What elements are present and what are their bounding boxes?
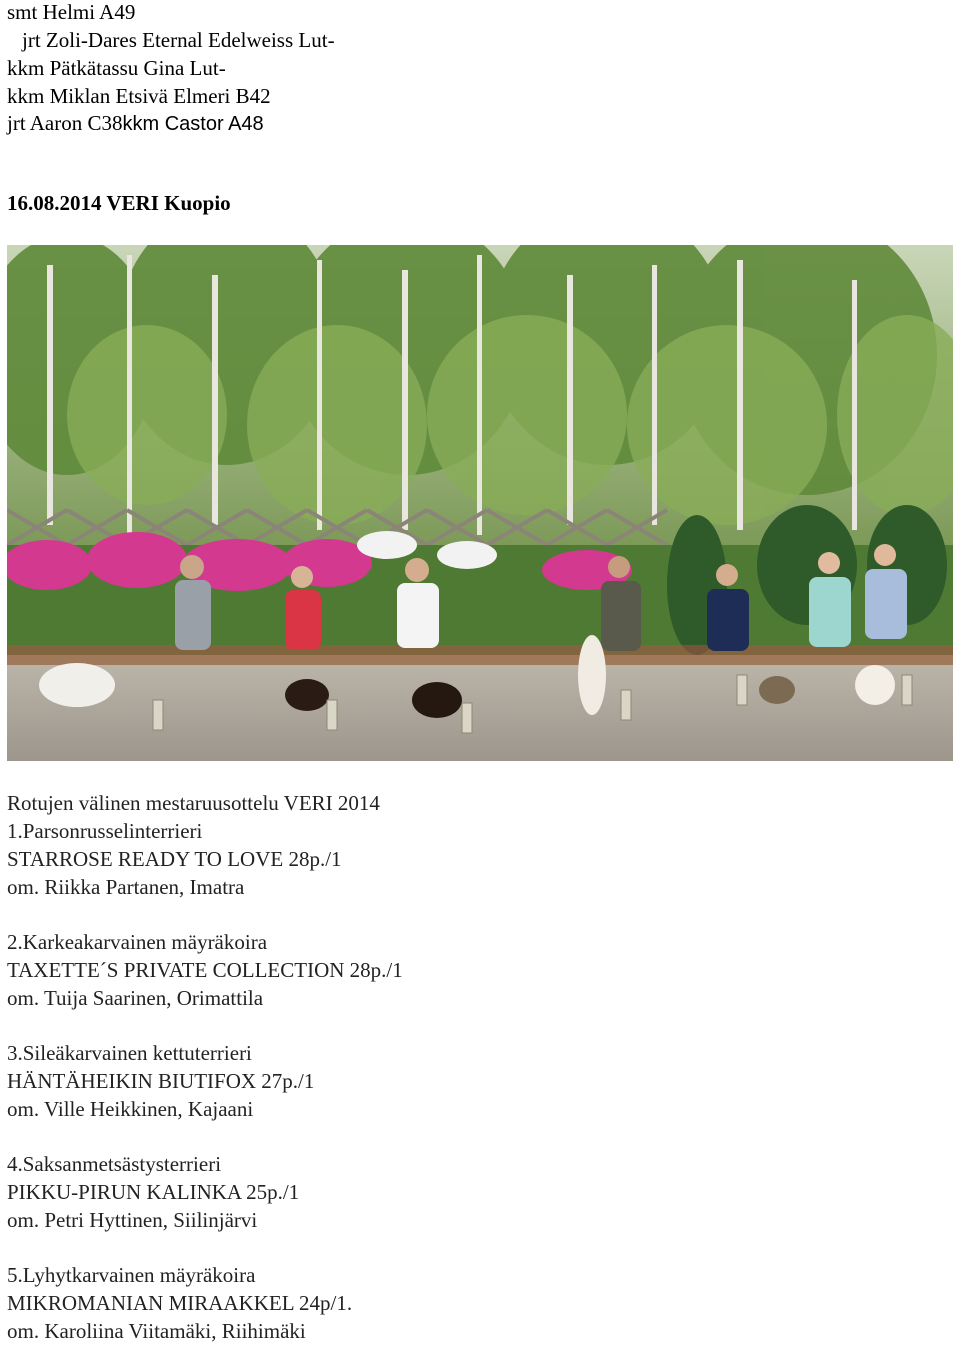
result-5-dog: MIKROMANIAN MIRAAKKEL 24p/1. xyxy=(7,1291,353,1315)
result-5-breed: 5.Lyhytkarvainen mäyräkoira xyxy=(7,1263,256,1287)
header-line-2: jrt Zoli-Dares Eternal Edelweiss Lut- xyxy=(22,28,335,52)
result-2-breed: 2.Karkeakarvainen mäyräkoira xyxy=(7,930,268,954)
results-heading: Rotujen välinen mestaruusottelu VERI 2014 xyxy=(7,791,380,815)
header-line-1: smt Helmi A49 xyxy=(7,0,136,24)
result-3-owner: om. Ville Heikkinen, Kajaani xyxy=(7,1097,254,1121)
group-photo-illustration xyxy=(7,245,953,761)
header-line-3: kkm Pätkätassu Gina Lut- xyxy=(7,56,226,80)
result-4-dog: PIKKU-PIRUN KALINKA 25p./1 xyxy=(7,1180,300,1204)
header-line-5b: kkm Castor A48 xyxy=(122,113,264,135)
result-1-breed: 1.Parsonrusselinterrieri xyxy=(7,819,203,843)
header-line-4: kkm Miklan Etsivä Elmeri B42 xyxy=(7,84,271,108)
result-1-dog: STARROSE READY TO LOVE 28p./1 xyxy=(7,847,342,871)
result-4-breed: 4.Saksanmetsästysterrieri xyxy=(7,1152,222,1176)
event-title: 16.08.2014 VERI Kuopio xyxy=(7,191,231,215)
result-2-owner: om. Tuija Saarinen, Orimattila xyxy=(7,986,264,1010)
result-5-owner: om. Karoliina Viitamäki, Riihimäki xyxy=(7,1319,306,1343)
result-2-dog: TAXETTE´S PRIVATE COLLECTION 28p./1 xyxy=(7,958,403,982)
result-3-dog: HÄNTÄHEIKIN BIUTIFOX 27p./1 xyxy=(7,1069,315,1093)
result-3-breed: 3.Sileäkarvainen kettuterrieri xyxy=(7,1041,252,1065)
header-line-5 xyxy=(7,113,264,134)
group-photo xyxy=(7,245,953,761)
result-1-owner: om. Riikka Partanen, Imatra xyxy=(7,875,245,899)
result-4-owner: om. Petri Hyttinen, Siilinjärvi xyxy=(7,1208,258,1232)
header-line-5a: jrt Aaron C38 xyxy=(7,111,123,135)
